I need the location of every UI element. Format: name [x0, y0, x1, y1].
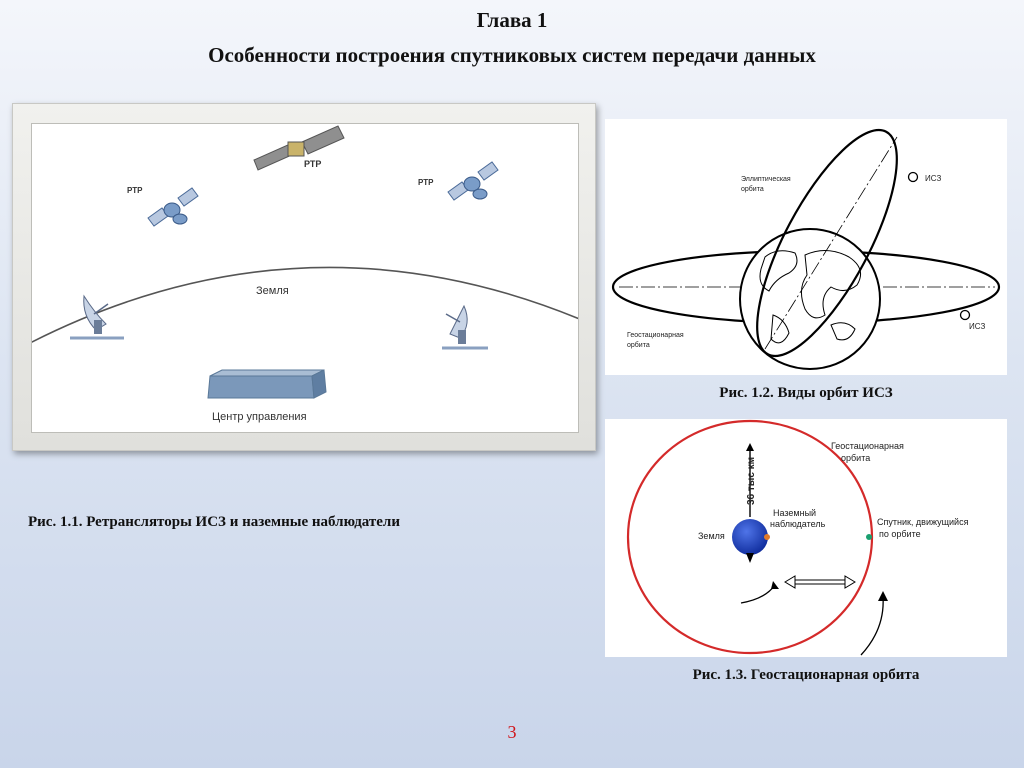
- figure-1-frame: [12, 103, 596, 451]
- earth-label: Земля: [256, 285, 289, 297]
- control-center-building: [208, 370, 326, 398]
- chapter-heading: Глава 1: [476, 8, 548, 32]
- slide-title: Особенности построения спутниковых систем передачи данных: [208, 43, 816, 67]
- geostationary-orbit-label-line-1: Геостационарная: [627, 332, 684, 339]
- page-number: 3: [507, 722, 517, 742]
- figure-1-diagram: [32, 124, 578, 432]
- figure-3-caption: Рис. 1.3. Геостационарная орбита: [692, 667, 920, 683]
- satellite-label-lower: ИСЗ: [969, 322, 986, 331]
- satellite-relay-right: [418, 162, 498, 200]
- distance-label: 36 тыс км: [746, 456, 757, 505]
- figure-3-panel: [605, 419, 1007, 657]
- ground-dish-left: [70, 296, 124, 338]
- rotation-arrow-satellite: [861, 597, 883, 655]
- double-arrow: [785, 576, 855, 588]
- geostationary-orbit-label-line-2: орбита: [627, 342, 650, 349]
- satellite-relay-top: [254, 126, 344, 170]
- ground-dish-right: [442, 306, 488, 348]
- figure-1-canvas: [31, 123, 579, 433]
- satellite-relay-left: [127, 186, 198, 226]
- orbit-label-line-1: Геостационарная: [831, 441, 904, 451]
- satellite-dot: [866, 534, 872, 540]
- elliptical-orbit-label-line-1: Эллиптическая: [741, 176, 791, 183]
- earth-horizon-arc: [32, 267, 578, 344]
- orbit-label-line-2: орбита: [841, 453, 871, 463]
- figure-1-caption: Рис. 1.1. Ретрансляторы ИСЗ и наземные наблюдатели: [28, 514, 400, 530]
- rotation-arrow-earth: [741, 585, 775, 603]
- figure-3-diagram: [605, 419, 1007, 657]
- control-center-label: Центр управления: [212, 411, 307, 423]
- satellite-on-geostationary-orbit: [961, 311, 970, 320]
- observer-label-line-2: наблюдатель: [770, 519, 826, 529]
- elliptical-orbit-label-line-2: орбита: [741, 186, 764, 193]
- ground-observer-dot: [764, 534, 770, 540]
- satellite-on-elliptical-orbit: [909, 173, 918, 182]
- observer-label-line-1: Наземный: [773, 508, 817, 518]
- figure-2-caption: Рис. 1.2. Виды орбит ИСЗ: [719, 385, 893, 401]
- earth-label: Земля: [698, 531, 725, 541]
- figure-2-diagram: [605, 119, 1007, 375]
- satellite-label-left: РТР: [127, 186, 143, 195]
- figure-2-panel: [605, 119, 1007, 375]
- satellite-label-upper: ИСЗ: [925, 174, 942, 183]
- earth-sphere: [732, 519, 768, 555]
- satellite-label-top: РТР: [304, 159, 322, 169]
- satellite-label-right: РТР: [418, 178, 434, 187]
- satellite-label-line-1: Спутник, движущийся: [877, 517, 969, 527]
- satellite-label-line-2: по орбите: [879, 529, 921, 539]
